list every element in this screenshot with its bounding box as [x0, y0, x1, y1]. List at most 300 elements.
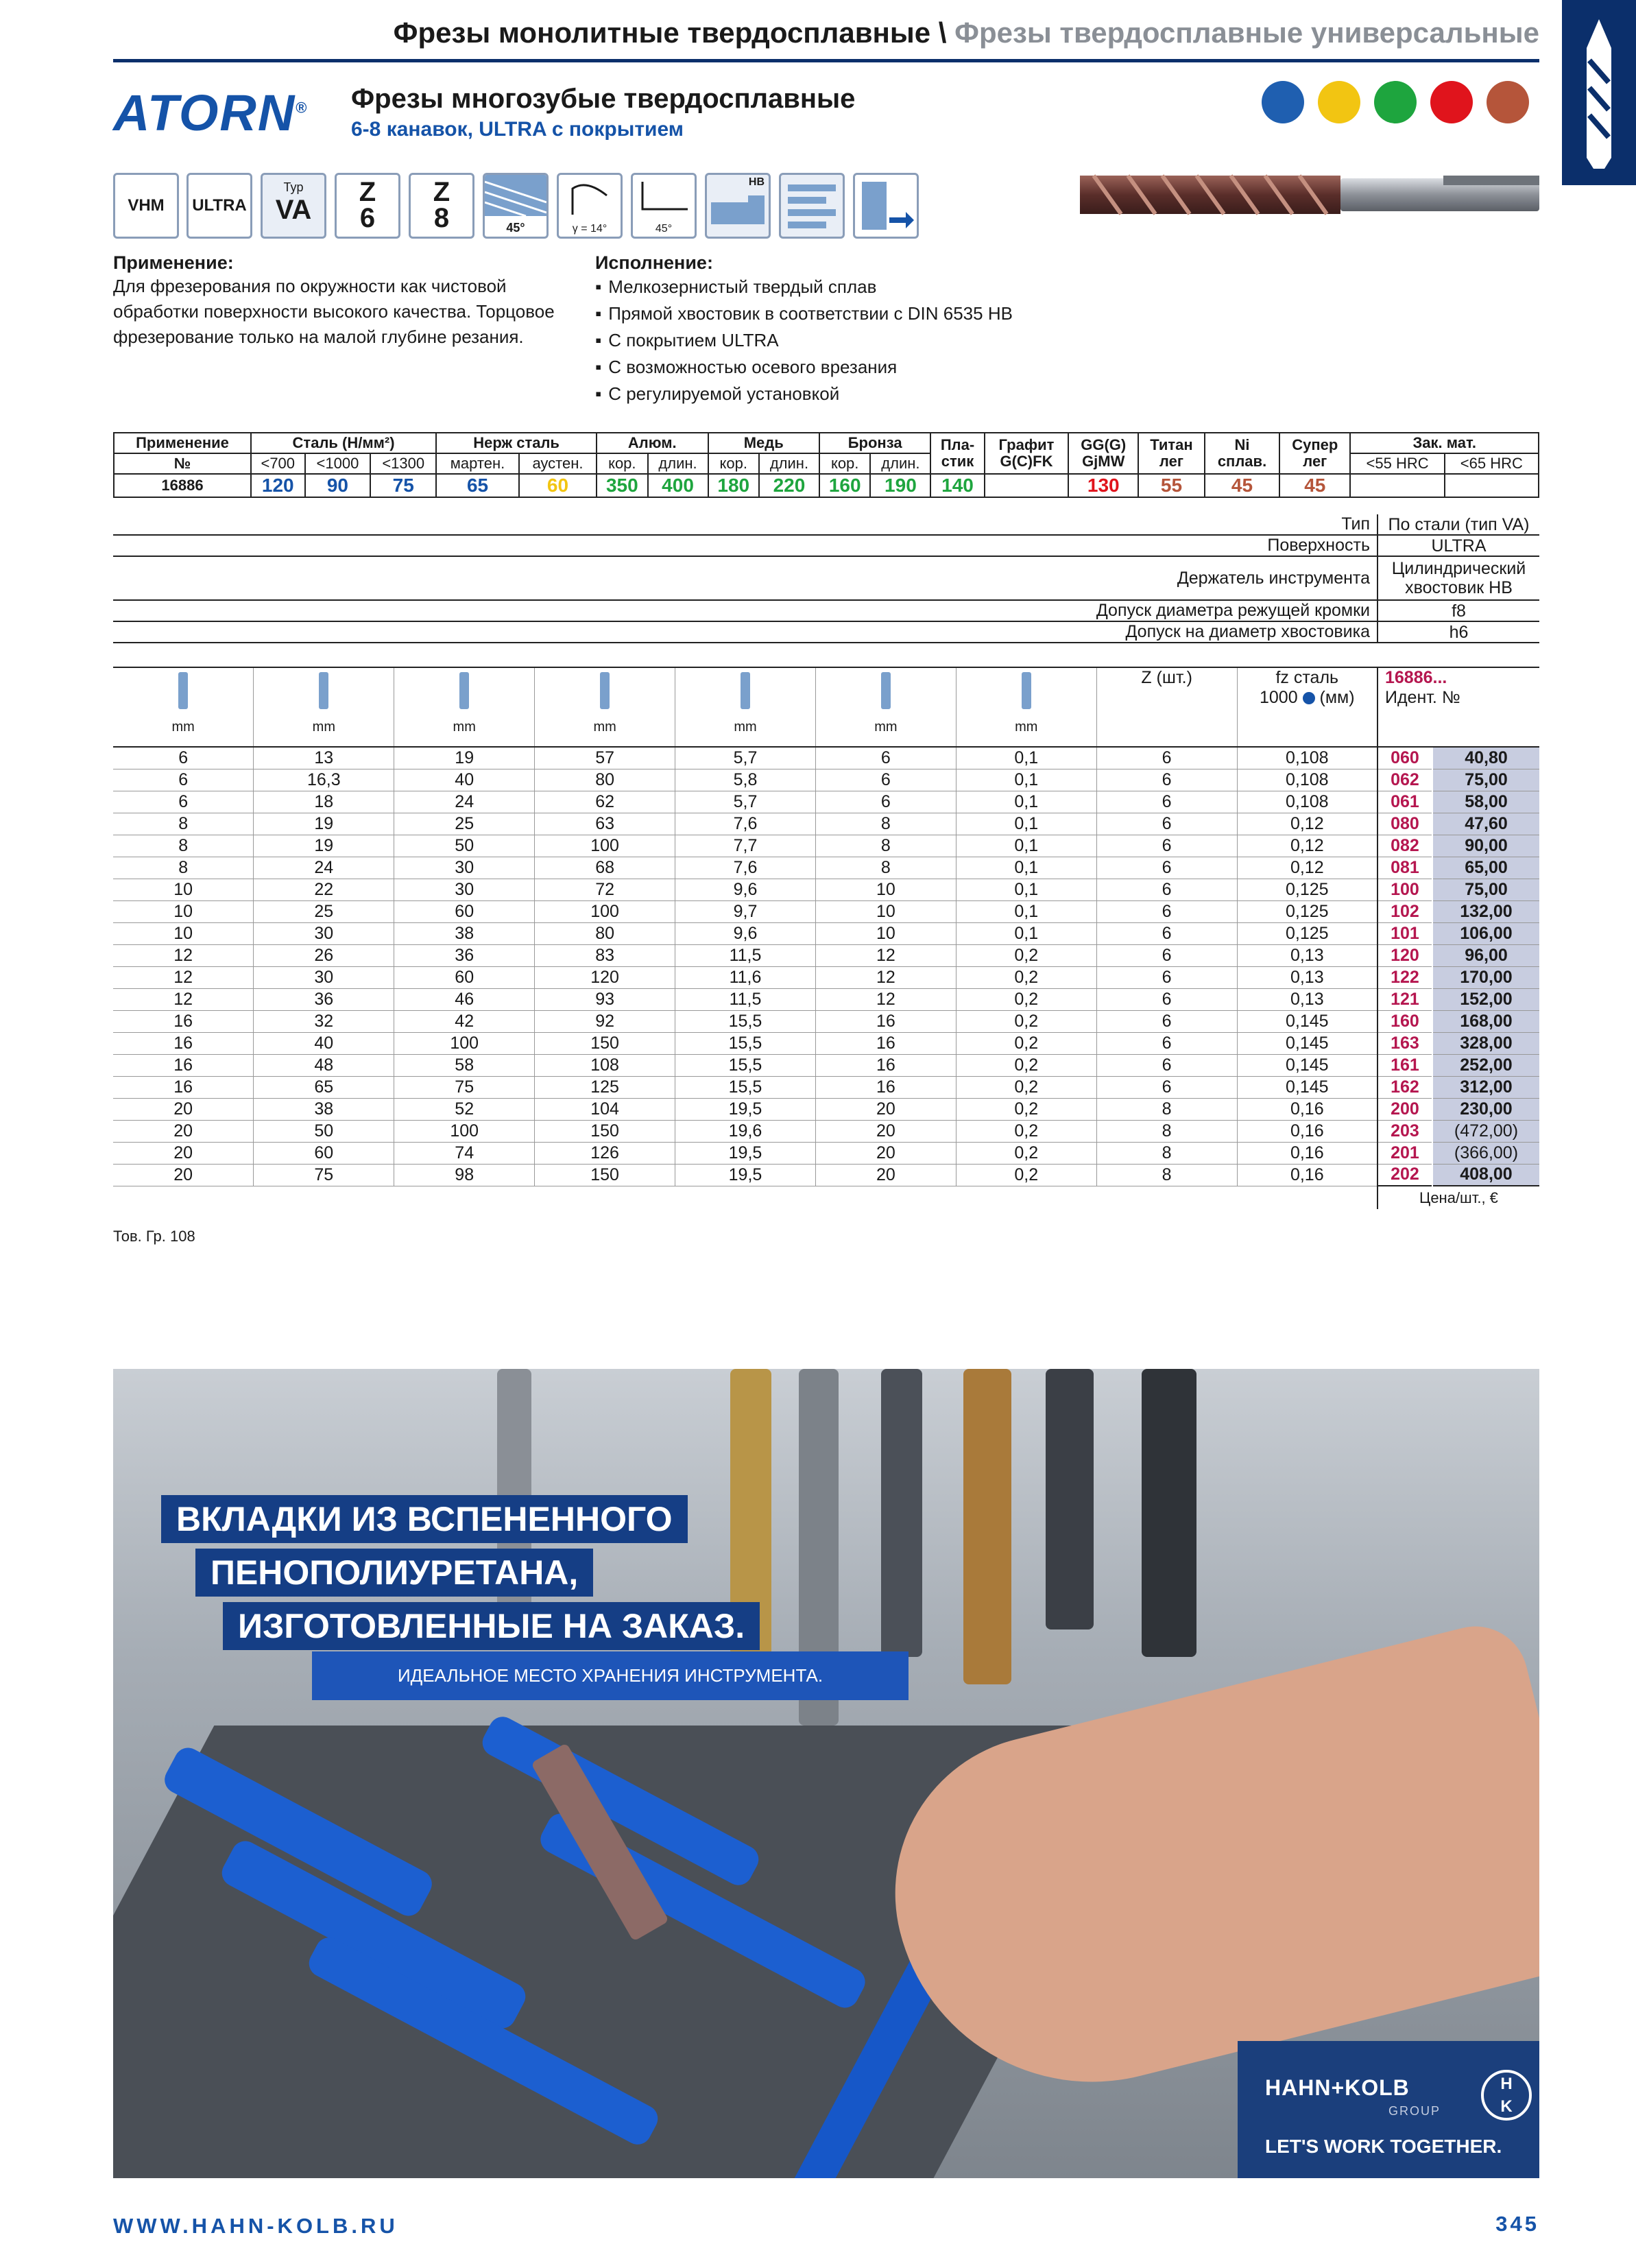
mat-sub-55hrc: <55 HRC — [1350, 453, 1444, 474]
cell-fz: 0,145 — [1237, 1032, 1378, 1054]
color-dot-red — [1430, 81, 1473, 123]
mat-sub-alu-long: длин. — [648, 453, 708, 474]
cell-price: 152,00 — [1432, 988, 1539, 1010]
cell-l2: 36 — [254, 988, 394, 1010]
fz-header-unit: (мм) — [1319, 688, 1355, 707]
hk-mark-top: H — [1500, 2075, 1513, 2093]
cell-z: 6 — [1096, 988, 1237, 1010]
hahn-kolb-group: GROUP — [1388, 2104, 1441, 2118]
mat-head-copper: Медь — [708, 433, 819, 453]
section-title-sub: Фрезы твердосплавные универсальные — [954, 16, 1539, 49]
cell-d1: 6 — [113, 769, 254, 791]
cell-price: 75,00 — [1432, 769, 1539, 791]
cell-chamfer: 0,2 — [956, 1098, 1096, 1120]
cell-l3: 52 — [394, 1098, 535, 1120]
cell-ident[interactable]: 161 — [1378, 1054, 1432, 1076]
color-dot-brown — [1487, 81, 1529, 123]
cell-z: 6 — [1096, 747, 1237, 769]
header-rule — [113, 59, 1539, 62]
drill-icon — [1562, 0, 1636, 185]
mat-val-br-short: 160 — [819, 474, 871, 497]
cell-fz: 0,12 — [1237, 835, 1378, 857]
cell-d1: 16 — [113, 1076, 254, 1098]
cell-l2: 40 — [254, 1032, 394, 1054]
z6-top: Z — [359, 177, 376, 207]
mat-val-cu-long: 220 — [759, 474, 819, 497]
col-unit: mm — [593, 719, 616, 735]
banner-line-2: ПЕНОПОЛИУРЕТАНА, — [195, 1549, 593, 1597]
dimensions-table — [113, 667, 1539, 1209]
property-label: Поверхность — [113, 535, 1378, 556]
cell-ident[interactable]: 202 — [1378, 1164, 1432, 1186]
cell-d1: 8 — [113, 857, 254, 879]
cell-z: 6 — [1096, 813, 1237, 835]
z-header: Z (шт.) — [1141, 668, 1192, 687]
property-value: ULTRA — [1378, 535, 1539, 556]
cell-l2: 25 — [254, 900, 394, 922]
cell-fz: 0,108 — [1237, 747, 1378, 769]
cell-d1: 8 — [113, 813, 254, 835]
cell-z: 6 — [1096, 1010, 1237, 1032]
cell-fz: 0,145 — [1237, 1054, 1378, 1076]
cell-d2: 20 — [815, 1142, 956, 1164]
cell-d3: 11,5 — [675, 988, 816, 1010]
cell-z: 8 — [1096, 1142, 1237, 1164]
cell-d2: 8 — [815, 857, 956, 879]
shank-hb-icon — [705, 173, 771, 239]
cell-ident[interactable]: 162 — [1378, 1076, 1432, 1098]
cell-l1: 100 — [535, 835, 675, 857]
materials-values-row — [114, 474, 1539, 497]
cell-price: 106,00 — [1432, 922, 1539, 944]
cell-fz: 0,108 — [1237, 769, 1378, 791]
cell-l3: 25 — [394, 813, 535, 835]
cell-l2: 30 — [254, 922, 394, 944]
cell-d2: 16 — [815, 1076, 956, 1098]
table-row — [113, 1010, 1539, 1032]
cell-ident[interactable]: 163 — [1378, 1032, 1432, 1054]
cell-ident[interactable]: 081 — [1378, 857, 1432, 879]
cell-d3: 5,7 — [675, 791, 816, 813]
cell-price: 168,00 — [1432, 1010, 1539, 1032]
cell-d1: 20 — [113, 1120, 254, 1142]
col-unit: mm — [734, 719, 757, 735]
cell-d1: 20 — [113, 1164, 254, 1186]
coolant-icon — [779, 173, 845, 239]
cell-z: 6 — [1096, 769, 1237, 791]
cell-ident[interactable]: 061 — [1378, 791, 1432, 813]
mat-sub-no: № — [114, 453, 251, 474]
cell-fz: 0,13 — [1237, 988, 1378, 1010]
cell-l3: 36 — [394, 944, 535, 966]
mat-head-bronze: Бронза — [819, 433, 930, 453]
table-row — [113, 1076, 1539, 1098]
mat-val-martensitic: 65 — [436, 474, 519, 497]
tool-image — [1142, 1369, 1196, 1657]
axial-plunge-icon — [853, 173, 919, 239]
table-row — [113, 879, 1539, 900]
cell-chamfer: 0,2 — [956, 1032, 1096, 1054]
mat-val-graphite — [985, 474, 1069, 497]
cell-l2: 19 — [254, 813, 394, 835]
cell-l1: 57 — [535, 747, 675, 769]
cell-d2: 10 — [815, 879, 956, 900]
application-block — [113, 252, 579, 350]
cell-d3: 9,6 — [675, 922, 816, 944]
cell-chamfer: 0,1 — [956, 900, 1096, 922]
property-label: Допуск на диаметр хвостовика — [113, 621, 1378, 643]
cell-price: 40,80 — [1432, 747, 1539, 769]
cell-d1: 8 — [113, 835, 254, 857]
materials-header-row — [114, 433, 1539, 453]
cell-ident[interactable]: 203 — [1378, 1120, 1432, 1142]
cell-d3: 9,6 — [675, 879, 816, 900]
cell-z: 6 — [1096, 835, 1237, 857]
mat-val-cu-short: 180 — [708, 474, 760, 497]
cell-z: 6 — [1096, 1076, 1237, 1098]
property-row — [113, 514, 1539, 535]
cell-price: 252,00 — [1432, 1054, 1539, 1076]
cell-fz: 0,12 — [1237, 813, 1378, 835]
fz-header-line1: fz сталь — [1275, 668, 1339, 687]
cell-fz: 0,108 — [1237, 791, 1378, 813]
cell-l2: 16,3 — [254, 769, 394, 791]
cell-ident[interactable]: 100 — [1378, 879, 1432, 900]
mat-head-application: Применение — [114, 433, 251, 453]
cell-d3: 19,5 — [675, 1142, 816, 1164]
col-z — [1096, 667, 1237, 747]
cell-price: 408,00 — [1432, 1164, 1539, 1186]
cell-z: 6 — [1096, 922, 1237, 944]
z6-bottom: 6 — [359, 203, 376, 233]
mat-val-alu-long: 400 — [648, 474, 708, 497]
mat-val-nickel: 45 — [1205, 474, 1279, 497]
col-unit: mm — [453, 719, 476, 735]
cell-ident[interactable]: 101 — [1378, 922, 1432, 944]
z8-top: Z — [433, 177, 450, 207]
cell-price: 58,00 — [1432, 791, 1539, 813]
hahn-kolb-name: HAHN+KOLB — [1265, 2075, 1410, 2100]
cell-l2: 13 — [254, 747, 394, 769]
property-value: h6 — [1378, 621, 1539, 643]
cell-chamfer: 0,1 — [956, 769, 1096, 791]
chamfer-icon — [1022, 672, 1031, 709]
cell-fz: 0,125 — [1237, 922, 1378, 944]
cell-d1: 20 — [113, 1098, 254, 1120]
cell-chamfer: 0,2 — [956, 1054, 1096, 1076]
mat-head-steel: Сталь (Н/мм²) — [251, 433, 436, 453]
mat-val-plastic: 140 — [930, 474, 984, 497]
mat-val-1000: 90 — [305, 474, 371, 497]
hahn-kolb-slogan: LET'S WORK TOGETHER. — [1265, 2136, 1502, 2157]
col-fz — [1237, 667, 1378, 747]
table-row — [113, 900, 1539, 922]
cell-l3: 38 — [394, 922, 535, 944]
cell-d2: 6 — [815, 769, 956, 791]
cell-d2: 20 — [815, 1120, 956, 1142]
shank-hb-label: HB — [748, 176, 765, 188]
mat-head-graphite: Графит G(C)FK — [985, 433, 1069, 474]
cell-ident[interactable]: 082 — [1378, 835, 1432, 857]
cell-price: 230,00 — [1432, 1098, 1539, 1120]
mat-sub-alu-short: кор. — [597, 453, 648, 474]
cell-fz: 0,125 — [1237, 879, 1378, 900]
cell-l1: 150 — [535, 1032, 675, 1054]
cell-l3: 30 — [394, 879, 535, 900]
helix-angle-label: 45° — [506, 221, 525, 235]
cell-l1: 62 — [535, 791, 675, 813]
execution-item: ▪ С регулируемой установкой — [595, 381, 1212, 407]
vhm-icon — [113, 173, 179, 239]
hk-mark-bottom: K — [1500, 2097, 1513, 2116]
cell-z: 8 — [1096, 1164, 1237, 1186]
property-row — [113, 621, 1539, 643]
cell-l2: 60 — [254, 1142, 394, 1164]
cell-ident[interactable]: 060 — [1378, 747, 1432, 769]
mat-val-55hrc — [1350, 474, 1444, 497]
cell-d2: 20 — [815, 1098, 956, 1120]
properties-table — [113, 514, 1539, 643]
col-d2 — [815, 667, 956, 747]
section-title-main: Фрезы монолитные твердосплавные — [393, 16, 931, 49]
cell-d1: 6 — [113, 791, 254, 813]
footer-empty — [113, 1186, 1378, 1209]
typ-value: VA — [275, 195, 312, 225]
property-row — [113, 535, 1539, 556]
cell-ident[interactable]: 121 — [1378, 988, 1432, 1010]
table-row — [113, 966, 1539, 988]
cell-l2: 50 — [254, 1120, 394, 1142]
cell-d1: 16 — [113, 1010, 254, 1032]
cell-l2: 18 — [254, 791, 394, 813]
table-row — [113, 988, 1539, 1010]
cell-l2: 26 — [254, 944, 394, 966]
color-dot-blue — [1262, 81, 1304, 123]
mat-sub-br-short: кор. — [819, 453, 871, 474]
cell-price: (366,00) — [1432, 1142, 1539, 1164]
cell-l1: 108 — [535, 1054, 675, 1076]
property-value: По стали (тип VA) — [1378, 514, 1539, 535]
mat-sub-cu-long: длин. — [759, 453, 819, 474]
cell-fz: 0,13 — [1237, 944, 1378, 966]
footer-website-link[interactable]: WWW.HAHN-KOLB.RU — [113, 2214, 398, 2238]
cell-l1: 92 — [535, 1010, 675, 1032]
cell-d2: 12 — [815, 966, 956, 988]
execution-item: ▪ С покрытием ULTRA — [595, 327, 1212, 354]
cell-l3: 74 — [394, 1142, 535, 1164]
hahn-kolb-logo-icon — [1481, 2070, 1532, 2121]
cell-ident[interactable]: 201 — [1378, 1142, 1432, 1164]
col-unit: mm — [171, 719, 195, 735]
cell-ident[interactable]: 080 — [1378, 813, 1432, 835]
col-unit: mm — [312, 719, 335, 735]
cell-chamfer: 0,2 — [956, 1010, 1096, 1032]
col-unit: mm — [874, 719, 898, 735]
cell-price: 96,00 — [1432, 944, 1539, 966]
cell-l1: 104 — [535, 1098, 675, 1120]
cell-d3: 15,5 — [675, 1076, 816, 1098]
col-l3 — [394, 667, 535, 747]
cell-d3: 7,7 — [675, 835, 816, 857]
execution-item: ▪ Прямой хвостовик в соответствии с DIN 6535 HB — [595, 300, 1212, 327]
cell-l3: 58 — [394, 1054, 535, 1076]
cell-d1: 10 — [113, 922, 254, 944]
cell-l3: 19 — [394, 747, 535, 769]
mat-head-cast-iron: GG(G) GjMW — [1068, 433, 1138, 474]
atorn-logo-text: ATORN — [113, 84, 296, 141]
cell-z: 8 — [1096, 1120, 1237, 1142]
banner-headline — [161, 1492, 915, 1653]
cell-l2: 38 — [254, 1098, 394, 1120]
cell-ident[interactable]: 200 — [1378, 1098, 1432, 1120]
property-value: f8 — [1378, 600, 1539, 621]
cell-chamfer: 0,1 — [956, 879, 1096, 900]
vhm-label: VHM — [128, 196, 165, 215]
cell-z: 6 — [1096, 966, 1237, 988]
mat-head-plastic: Пла- стик — [930, 433, 984, 474]
banner-subline: ИДЕАЛЬНОЕ МЕСТО ХРАНЕНИЯ ИНСТРУМЕНТА. — [312, 1651, 909, 1700]
table-row — [113, 857, 1539, 879]
cell-l3: 50 — [394, 835, 535, 857]
cell-ident[interactable]: 102 — [1378, 900, 1432, 922]
cell-z: 6 — [1096, 944, 1237, 966]
table-row — [113, 1098, 1539, 1120]
property-label: Допуск диаметра режущей кромки — [113, 600, 1378, 621]
cell-d3: 11,6 — [675, 966, 816, 988]
table-row — [113, 1032, 1539, 1054]
page-number: 345 — [1495, 2212, 1539, 2236]
property-label: Тип — [113, 514, 1378, 535]
cell-l1: 68 — [535, 857, 675, 879]
cell-l3: 42 — [394, 1010, 535, 1032]
cell-chamfer: 0,2 — [956, 1142, 1096, 1164]
table-row — [113, 813, 1539, 835]
mat-sub-1000: <1000 — [305, 453, 371, 474]
cell-price: 47,60 — [1432, 813, 1539, 835]
mat-head-superalloy: Супер лег — [1279, 433, 1350, 474]
cell-price: 312,00 — [1432, 1076, 1539, 1098]
mat-sub-martensitic: мартен. — [436, 453, 519, 474]
cell-l3: 98 — [394, 1164, 535, 1186]
cell-fz: 0,145 — [1237, 1010, 1378, 1032]
cell-d1: 16 — [113, 1054, 254, 1076]
table-row — [113, 1142, 1539, 1164]
cell-d3: 19,5 — [675, 1164, 816, 1186]
cell-price: 132,00 — [1432, 900, 1539, 922]
cell-price: 328,00 — [1432, 1032, 1539, 1054]
mat-val-65hrc — [1445, 474, 1539, 497]
shank-diameter-icon — [881, 672, 891, 709]
cell-d2: 8 — [815, 813, 956, 835]
cell-d2: 12 — [815, 988, 956, 1010]
section-tab — [1562, 0, 1636, 185]
cell-l1: 150 — [535, 1120, 675, 1142]
cell-fz: 0,16 — [1237, 1142, 1378, 1164]
application-text: Для фрезерования по окружности как чистовой обработки поверхности высокого качества. Торцовое фрезерование только на малой глубине резания. — [113, 276, 555, 347]
cell-l1: 93 — [535, 988, 675, 1010]
color-dot-yellow — [1318, 81, 1360, 123]
cell-ident[interactable]: 160 — [1378, 1010, 1432, 1032]
ultra-label: ULTRA — [192, 196, 247, 215]
tool-image — [1046, 1369, 1094, 1630]
col-chamfer — [956, 667, 1096, 747]
cell-d3: 5,7 — [675, 747, 816, 769]
table-row — [113, 922, 1539, 944]
cell-d3: 7,6 — [675, 857, 816, 879]
property-label: Держатель инструмента — [113, 556, 1378, 600]
cell-l1: 150 — [535, 1164, 675, 1186]
table-row — [113, 791, 1539, 813]
mat-val-br-long: 190 — [870, 474, 930, 497]
cell-l3: 46 — [394, 988, 535, 1010]
cell-price: (472,00) — [1432, 1120, 1539, 1142]
dimensions-footer-row — [113, 1186, 1539, 1209]
tool-image — [963, 1369, 1011, 1684]
cell-price: 90,00 — [1432, 835, 1539, 857]
col-unit: mm — [1015, 719, 1038, 735]
cell-chamfer: 0,1 — [956, 857, 1096, 879]
col-d3 — [675, 667, 816, 747]
helix-45-icon — [483, 173, 549, 239]
cell-l1: 100 — [535, 900, 675, 922]
execution-item: ▪ Мелкозернистый твердый сплав — [595, 274, 1212, 300]
table-row — [113, 1054, 1539, 1076]
mat-head-titan: Титан лег — [1138, 433, 1205, 474]
cell-price: 75,00 — [1432, 879, 1539, 900]
cell-fz: 0,13 — [1237, 966, 1378, 988]
table-row — [113, 944, 1539, 966]
cell-ident[interactable]: 120 — [1378, 944, 1432, 966]
table-row — [113, 1164, 1539, 1186]
cell-d3: 15,5 — [675, 1032, 816, 1054]
banner-line-3: ИЗГОТОВЛЕННЫЕ НА ЗАКАЗ. — [223, 1602, 760, 1650]
cell-l1: 80 — [535, 769, 675, 791]
cell-z: 6 — [1096, 1054, 1237, 1076]
cell-chamfer: 0,2 — [956, 1120, 1096, 1142]
execution-block — [595, 252, 1212, 407]
cell-d3: 11,5 — [675, 944, 816, 966]
cell-chamfer: 0,2 — [956, 988, 1096, 1010]
cell-ident[interactable]: 122 — [1378, 966, 1432, 988]
cell-d1: 20 — [113, 1142, 254, 1164]
cell-d3: 9,7 — [675, 900, 816, 922]
hahn-kolb-brand-box — [1238, 2041, 1539, 2178]
mat-val-1300: 75 — [370, 474, 436, 497]
cell-d3: 5,8 — [675, 769, 816, 791]
mat-sub-65hrc: <65 HRC — [1445, 453, 1539, 474]
dimensions-header-row — [113, 667, 1539, 747]
neck-diameter-icon — [741, 672, 750, 709]
type-va-icon — [261, 173, 326, 239]
cell-ident[interactable]: 062 — [1378, 769, 1432, 791]
cell-d2: 8 — [815, 835, 956, 857]
cell-z: 6 — [1096, 791, 1237, 813]
mat-sub-700: <700 — [251, 453, 305, 474]
cell-d2: 6 — [815, 791, 956, 813]
registered-mark: ® — [296, 99, 309, 117]
col-d1 — [113, 667, 254, 747]
mat-head-nickel: Ni сплав. — [1205, 433, 1279, 474]
cell-d2: 6 — [815, 747, 956, 769]
cell-d1: 10 — [113, 879, 254, 900]
col-l1 — [535, 667, 675, 747]
z8-bottom: 8 — [433, 203, 450, 233]
cell-l2: 75 — [254, 1164, 394, 1186]
mat-val-austenitic: 60 — [519, 474, 597, 497]
typ-label: Typ — [283, 180, 304, 194]
property-row — [113, 556, 1539, 600]
cell-price: 170,00 — [1432, 966, 1539, 988]
